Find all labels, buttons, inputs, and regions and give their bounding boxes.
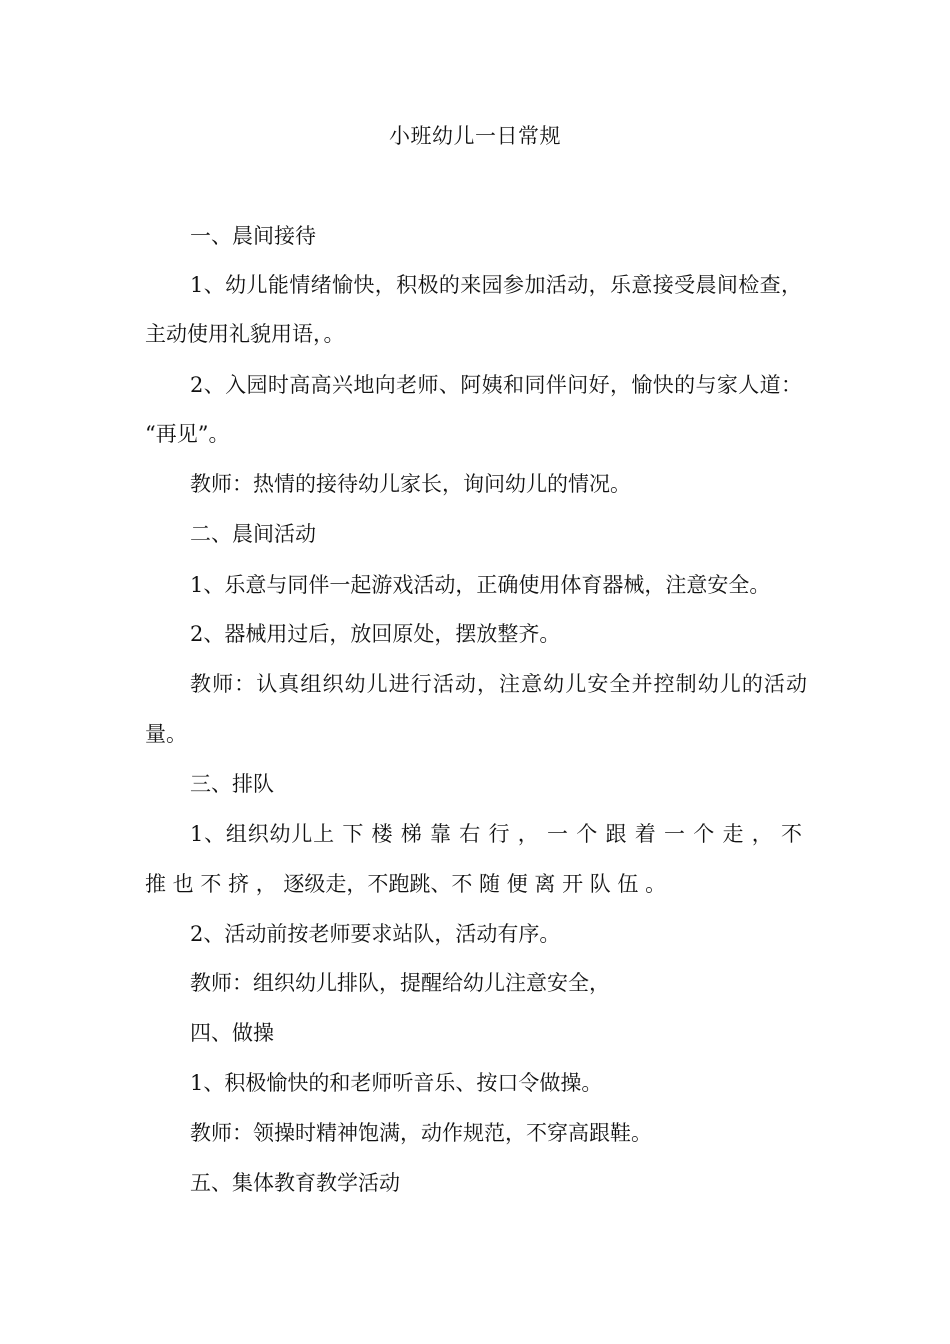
- section-heading-group-teaching: 五、集体教育教学活动: [190, 1171, 400, 1195]
- paragraph-line: “再见”。: [145, 422, 230, 446]
- section-heading-line-up: 三、排队: [190, 772, 274, 796]
- paragraph-line: 量。: [145, 722, 187, 746]
- paragraph-line: 2、器械用过后，放回原处，摆放整齐。: [190, 622, 561, 646]
- paragraph-line: 推 也 不 挤 ， 逐级走，不跑跳、不 随 便 离 开 队 伍 。: [145, 872, 667, 896]
- document-title: 小班幼儿一日常规: [389, 124, 561, 148]
- paragraph-line: 主动使用礼貌用语，。: [145, 322, 345, 346]
- paragraph-line: 1、幼儿能情绪愉快，积极的来园参加活动，乐意接受晨间检查，: [190, 273, 802, 297]
- section-heading-morning-reception: 一、晨间接待: [190, 224, 316, 248]
- paragraph-line: 2、活动前按老师要求站队，活动有序。: [190, 922, 561, 946]
- teacher-note: 教师：组织幼儿排队，提醒给幼儿注意安全，: [190, 971, 610, 995]
- teacher-note: 教师：热情的接待幼儿家长，询问幼儿的情况。: [190, 472, 631, 496]
- paragraph-line: 1、组织幼儿上 下 楼 梯 靠 右 行 ， 一 个 跟 着 一 个 走 ， 不: [190, 822, 802, 846]
- section-heading-exercise: 四、做操: [190, 1021, 274, 1045]
- paragraph-line: 1、积极愉快的和老师听音乐、按口令做操。: [190, 1071, 603, 1095]
- paragraph-line: 1、乐意与同伴一起游戏活动，正确使用体育器械，注意安全。: [190, 573, 771, 597]
- section-heading-morning-activity: 二、晨间活动: [190, 522, 316, 546]
- teacher-note: 教师：认真组织幼儿进行活动，注意幼儿安全并控制幼儿的活动: [190, 672, 807, 696]
- paragraph-line: 2、入园时高高兴地向老师、阿姨和同伴问好，愉快的与家人道：: [190, 373, 802, 397]
- teacher-note: 教师：领操时精神饱满，动作规范，不穿高跟鞋。: [190, 1121, 652, 1145]
